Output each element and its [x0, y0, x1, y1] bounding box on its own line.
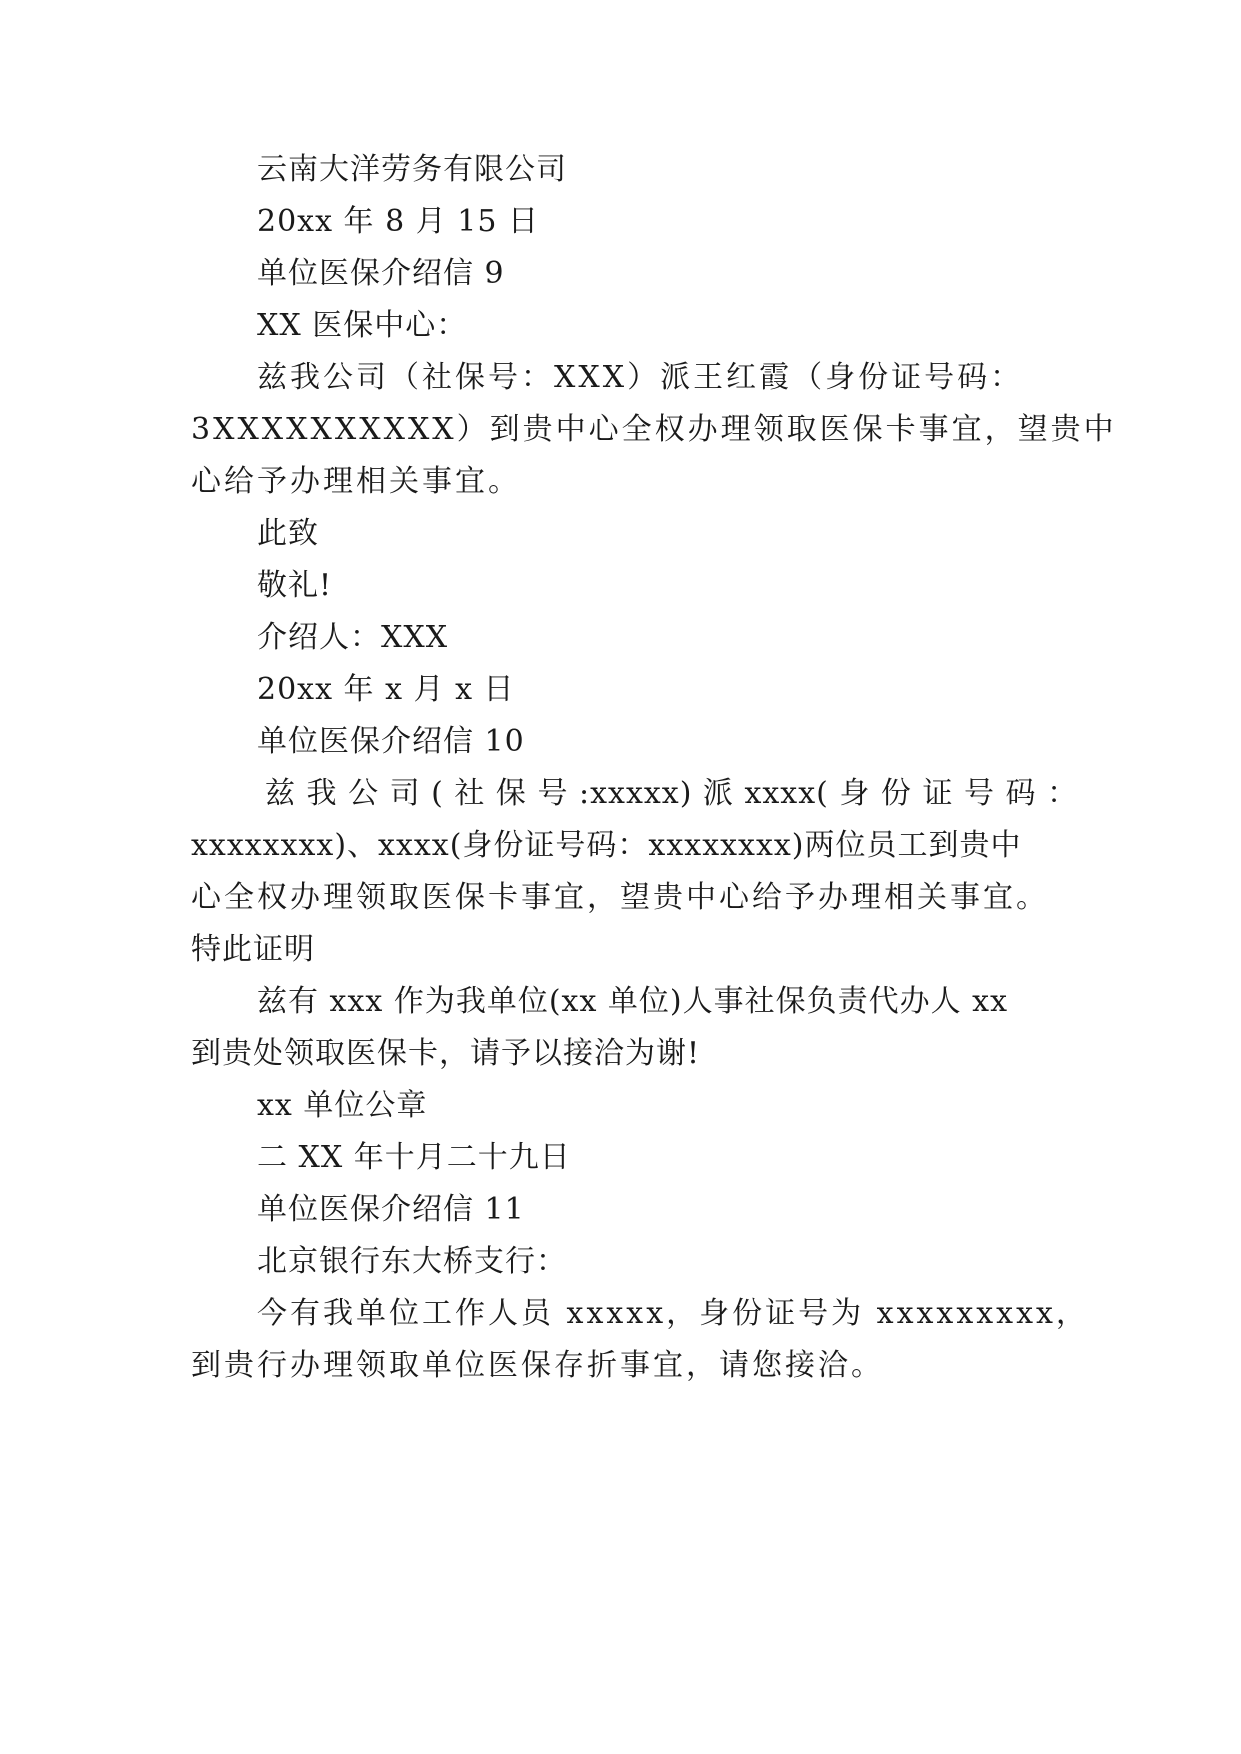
letter-date: 20xx 年 x 月 x 日	[257, 672, 515, 707]
body-line: 今有我单位工作人员 xxxxx，身份证号为 xxxxxxxxx，	[257, 1296, 1089, 1331]
recipient-line: 北京银行东大桥支行：	[257, 1244, 567, 1279]
letter-heading-9: 单位医保介绍信 9	[257, 256, 505, 291]
closing-line: 敬礼!	[257, 568, 333, 603]
body-line: 兹 我 公 司 ( 社 保 号 :xxxxx) 派 xxxx( 身 份 证 号 码 ：	[265, 776, 1079, 811]
letter-date: 二 XX 年十月二十九日	[257, 1140, 571, 1175]
letter-heading-10: 单位医保介绍信 10	[257, 724, 525, 759]
certificate-line: 特此证明	[191, 932, 315, 967]
body-line: 到贵行办理领取单位医保存折事宜，请您接洽。	[191, 1348, 884, 1383]
body-line: 3XXXXXXXXXX）到贵中心全权办理领取医保卡事宜，望贵中	[191, 412, 1117, 447]
body-line: 兹我公司（社保号：XXX）派王红霞（身份证号码：	[257, 360, 1024, 395]
closing-line: 此致	[257, 516, 319, 551]
introducer-line: 介绍人：XXX	[257, 620, 449, 655]
body-line: 到贵处领取医保卡，请予以接洽为谢!	[191, 1036, 701, 1071]
letter-heading-11: 单位医保介绍信 11	[257, 1192, 525, 1227]
body-line: 心全权办理领取医保卡事宜，望贵中心给予办理相关事宜。	[191, 880, 1049, 915]
company-name: 云南大洋劳务有限公司	[257, 152, 567, 187]
body-line: 心给予办理相关事宜。	[191, 464, 521, 499]
seal-line: xx 单位公章	[257, 1088, 428, 1123]
recipient-line: XX 医保中心：	[257, 308, 468, 343]
letter-date: 20xx 年 8 月 15 日	[257, 204, 539, 239]
body-line: xxxxxxxx)、xxxx(身份证号码：xxxxxxxx)两位员工到贵中	[191, 828, 1022, 863]
body-line: 兹有 xxx 作为我单位(xx 单位)人事社保负责代办人 xx	[257, 984, 1008, 1019]
